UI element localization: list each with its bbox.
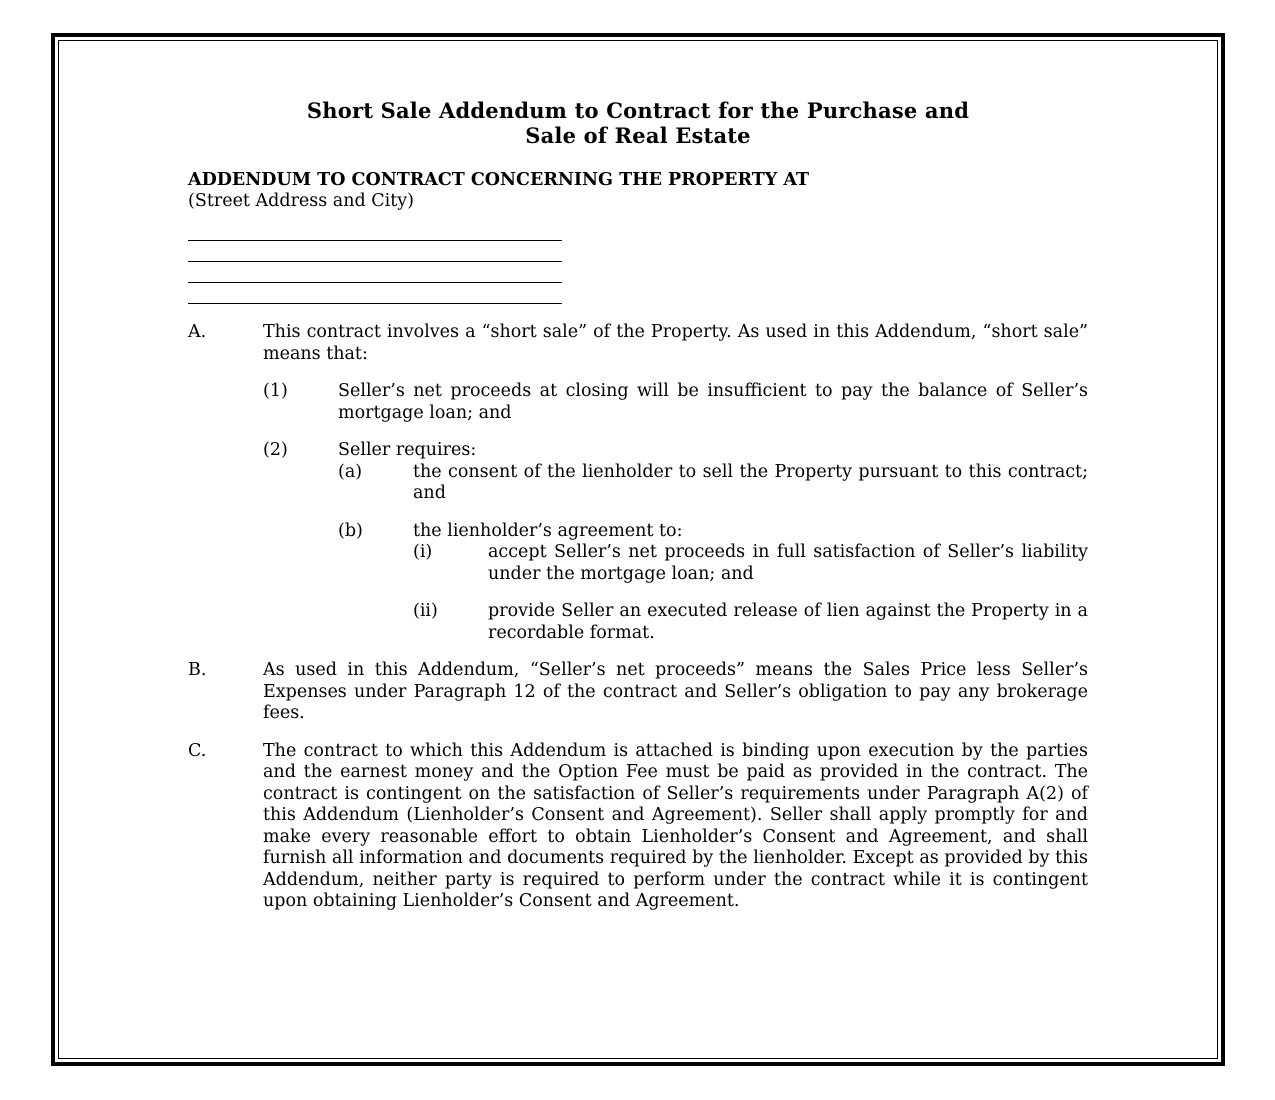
subclause-marker: (b) [338, 520, 363, 541]
address-blank-line [188, 220, 562, 241]
clause-marker: (1) [263, 381, 288, 401]
section-marker: C. [188, 740, 207, 761]
subclause-marker: (i) [413, 542, 433, 562]
clause-text: Seller requires: [338, 440, 477, 460]
section-text: This contract involves a “short sale” of the Property. As used in this Addendum, “short sale” means that: [263, 322, 1088, 364]
subclause-marker: (ii) [413, 601, 438, 621]
section-c [188, 741, 1088, 913]
document-body [188, 98, 1088, 913]
subclause-text: the lienholder’s agreement to: [413, 520, 683, 541]
address-blank-line [188, 241, 562, 262]
subclause-a [338, 462, 1088, 505]
subclause-ii [413, 601, 1088, 644]
section-text: The contract to which this Addendum is attached is binding upon execution by the parties and the earnest money and the Option Fee must be paid as provided in the contract. The contract is contingent on the satisfaction of Seller’s requirements under Paragraph A(2) of this Addendum (Lienholder’s Consent and Agreement). Seller shall apply promptly for and make every reasonable effort to obtain Lienholder’s Consent and Agreement, and shall furnish all information and documents required by the lienholder. Except as provided by this Addendum, neither party is required to perform under the contract while it is contingent upon obtaining Lienholder’s Consent and Agreement. [263, 740, 1088, 911]
subclause-text: provide Seller an executed release of lien against the Property in a recordable format. [488, 601, 1088, 643]
address-caption: (Street Address and City) [188, 191, 415, 211]
property-heading: ADDENDUM TO CONTRACT CONCERNING THE PROPERTY AT [188, 170, 809, 190]
address-blank-line [188, 262, 562, 283]
section-a [188, 322, 1088, 644]
clause-text: Seller’s net proceeds at closing will be insufficient to pay the balance of Seller’s mortgage loan; and [338, 381, 1088, 423]
section-marker: B. [188, 660, 207, 680]
subclause-i [413, 542, 1088, 585]
section-marker: A. [188, 322, 207, 342]
address-blank-line [188, 283, 562, 304]
subclause-text: accept Seller’s net proceeds in full satisfaction of Seller’s liability under the mortgage loan; and [488, 542, 1088, 584]
clause-1 [263, 381, 1088, 424]
clause-2 [263, 440, 1088, 644]
title-line-2: Sale of Real Estate [525, 123, 751, 148]
address-blank-lines [188, 220, 1088, 304]
subclause-text: the consent of the lienholder to sell the Property pursuant to this contract; and [413, 461, 1088, 503]
document-title [188, 98, 1088, 148]
section-text: As used in this Addendum, “Seller’s net proceeds” means the Sales Price less Seller’s Expenses under Paragraph 12 of the contract and Seller’s obligation to pay any brokerage fees. [263, 660, 1088, 723]
section-b [188, 660, 1088, 725]
title-line-1: Short Sale Addendum to Contract for the Purchase and [306, 98, 970, 123]
clause-marker: (2) [263, 440, 288, 460]
subclause-marker: (a) [338, 461, 363, 482]
subclause-b [338, 521, 1088, 645]
